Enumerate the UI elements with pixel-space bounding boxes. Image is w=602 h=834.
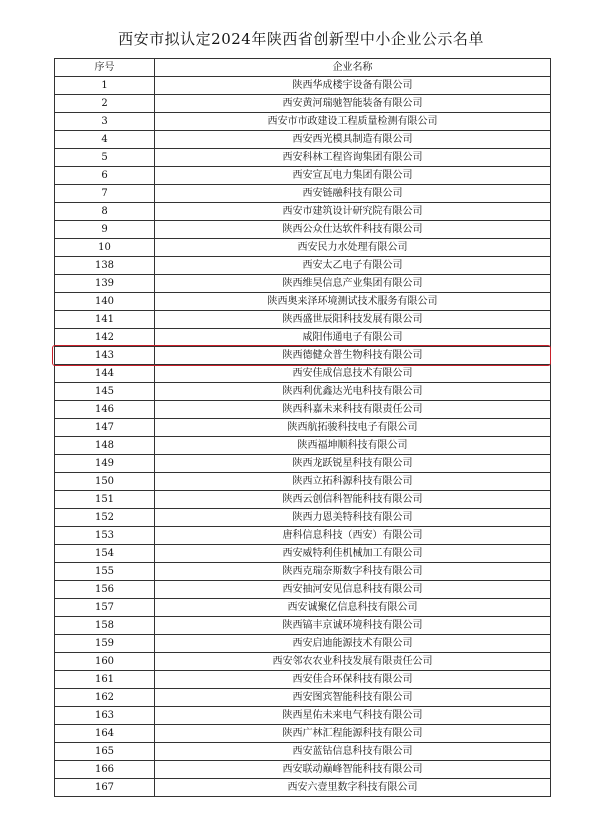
table-row (55, 599, 551, 617)
company-name: 咸阳伟通电子有限公司 (155, 329, 551, 347)
company-name: 陕西公众仕达软件科技有限公司 (155, 221, 551, 239)
row-index: 163 (55, 707, 155, 725)
company-name: 陕西龙跃锐星科技有限公司 (155, 455, 551, 473)
company-name: 西安六壹里数字科技有限公司 (155, 779, 551, 797)
company-name: 西安宣瓦电力集团有限公司 (155, 167, 551, 185)
row-index: 145 (55, 383, 155, 401)
row-index: 150 (55, 473, 155, 491)
company-name: 西安诚聚亿信息科技有限公司 (155, 599, 551, 617)
table-row (55, 131, 551, 149)
table-row (55, 329, 551, 347)
table-row (55, 743, 551, 761)
company-name: 西安市建筑设计研究院有限公司 (155, 203, 551, 221)
table-row (55, 455, 551, 473)
company-name: 西安民力水处理有限公司 (155, 239, 551, 257)
table-row-highlighted (55, 347, 551, 365)
company-name: 西安佳合环保科技有限公司 (155, 671, 551, 689)
table-row (55, 473, 551, 491)
table-row (55, 419, 551, 437)
company-name: 陕西云创信科智能科技有限公司 (155, 491, 551, 509)
company-name: 陕西维昊信息产业集团有限公司 (155, 275, 551, 293)
company-name: 陕西德健众普生物科技有限公司 (155, 347, 551, 365)
company-name: 陕西立拓科源科技有限公司 (155, 473, 551, 491)
company-name: 陕西科嘉未来科技有限责任公司 (155, 401, 551, 419)
row-index: 162 (55, 689, 155, 707)
company-name: 西安启迪能源技术有限公司 (155, 635, 551, 653)
table-row (55, 761, 551, 779)
table-row (55, 275, 551, 293)
column-header-index: 序号 (55, 59, 155, 77)
table-row (55, 77, 551, 95)
company-name: 西安西光模具制造有限公司 (155, 131, 551, 149)
row-index: 156 (55, 581, 155, 599)
page-title: 西安市拟认定2024年陕西省创新型中小企业公示名单 (118, 30, 484, 48)
row-index: 158 (55, 617, 155, 635)
table-row (55, 635, 551, 653)
company-name: 陕西华成楼宇设备有限公司 (155, 77, 551, 95)
company-name: 西安联动巅峰智能科技有限公司 (155, 761, 551, 779)
company-name: 陕西镐丰京诚环境科技有限公司 (155, 617, 551, 635)
table-row (55, 293, 551, 311)
company-name: 陕西力恩美特科技有限公司 (155, 509, 551, 527)
table-row (55, 509, 551, 527)
row-index: 152 (55, 509, 155, 527)
row-index: 140 (55, 293, 155, 311)
column-header-company: 企业名称 (155, 59, 551, 77)
table-row (55, 545, 551, 563)
table-row (55, 203, 551, 221)
company-name: 陕西克瑞奈斯数字科技有限公司 (155, 563, 551, 581)
company-name: 西安市市政建设工程质量检测有限公司 (155, 113, 551, 131)
company-name: 西安链融科技有限公司 (155, 185, 551, 203)
row-index: 2 (55, 95, 155, 113)
table-row (55, 221, 551, 239)
table-row (55, 707, 551, 725)
table-row (55, 617, 551, 635)
company-name: 西安抽河安见信息科技有限公司 (155, 581, 551, 599)
row-index: 10 (55, 239, 155, 257)
row-index: 165 (55, 743, 155, 761)
row-index: 8 (55, 203, 155, 221)
table-row (55, 653, 551, 671)
table-row (55, 311, 551, 329)
row-index: 166 (55, 761, 155, 779)
row-index: 161 (55, 671, 155, 689)
table-row (55, 725, 551, 743)
table-body (55, 77, 551, 797)
company-name: 陕西奥来泽环境测试技术服务有限公司 (155, 293, 551, 311)
table-row (55, 239, 551, 257)
row-index: 157 (55, 599, 155, 617)
row-index: 154 (55, 545, 155, 563)
company-name: 西安蓝钻信息科技有限公司 (155, 743, 551, 761)
table-row (55, 257, 551, 275)
table-row (55, 383, 551, 401)
row-index: 149 (55, 455, 155, 473)
table-header-row (55, 59, 551, 77)
table-row (55, 689, 551, 707)
company-name: 唐科信息科技（西安）有限公司 (155, 527, 551, 545)
table-row (55, 581, 551, 599)
table-row (55, 671, 551, 689)
table-row (55, 491, 551, 509)
row-index: 143 (55, 347, 155, 365)
row-index: 5 (55, 149, 155, 167)
table-row (55, 185, 551, 203)
row-index: 153 (55, 527, 155, 545)
row-index: 1 (55, 77, 155, 95)
table-row (55, 167, 551, 185)
row-index: 155 (55, 563, 155, 581)
row-index: 151 (55, 491, 155, 509)
table-row (55, 779, 551, 797)
company-name: 西安太乙电子有限公司 (155, 257, 551, 275)
table-row (55, 401, 551, 419)
row-index: 9 (55, 221, 155, 239)
company-name: 西安科林工程咨询集团有限公司 (155, 149, 551, 167)
company-name: 陕西广林汇程能源科技有限公司 (155, 725, 551, 743)
row-index: 144 (55, 365, 155, 383)
company-name: 陕西福坤顺科技有限公司 (155, 437, 551, 455)
row-index: 141 (55, 311, 155, 329)
row-index: 7 (55, 185, 155, 203)
row-index: 148 (55, 437, 155, 455)
row-index: 142 (55, 329, 155, 347)
company-name: 西安图宾智能科技有限公司 (155, 689, 551, 707)
company-name: 西安佳成信息技术有限公司 (155, 365, 551, 383)
company-name: 西安邻农农业科技发展有限责任公司 (155, 653, 551, 671)
company-name: 西安威特利佳机械加工有限公司 (155, 545, 551, 563)
row-index: 4 (55, 131, 155, 149)
table-row (55, 527, 551, 545)
company-name: 陕西航拓骏科技电子有限公司 (155, 419, 551, 437)
row-index: 139 (55, 275, 155, 293)
row-index: 160 (55, 653, 155, 671)
row-index: 3 (55, 113, 155, 131)
table-row (55, 149, 551, 167)
row-index: 6 (55, 167, 155, 185)
table-row (55, 95, 551, 113)
company-name: 陕西盛世辰阳科技发展有限公司 (155, 311, 551, 329)
company-table (54, 58, 551, 797)
company-name: 西安黄河瑞驰智能装备有限公司 (155, 95, 551, 113)
company-name: 陕西利优鑫达光电科技有限公司 (155, 383, 551, 401)
table-row (55, 563, 551, 581)
table-row (55, 113, 551, 131)
table-row (55, 365, 551, 383)
row-index: 167 (55, 779, 155, 797)
row-index: 146 (55, 401, 155, 419)
row-index: 138 (55, 257, 155, 275)
table-row (55, 437, 551, 455)
row-index: 159 (55, 635, 155, 653)
row-index: 147 (55, 419, 155, 437)
company-name: 陕西星佑未来电气科技有限公司 (155, 707, 551, 725)
row-index: 164 (55, 725, 155, 743)
